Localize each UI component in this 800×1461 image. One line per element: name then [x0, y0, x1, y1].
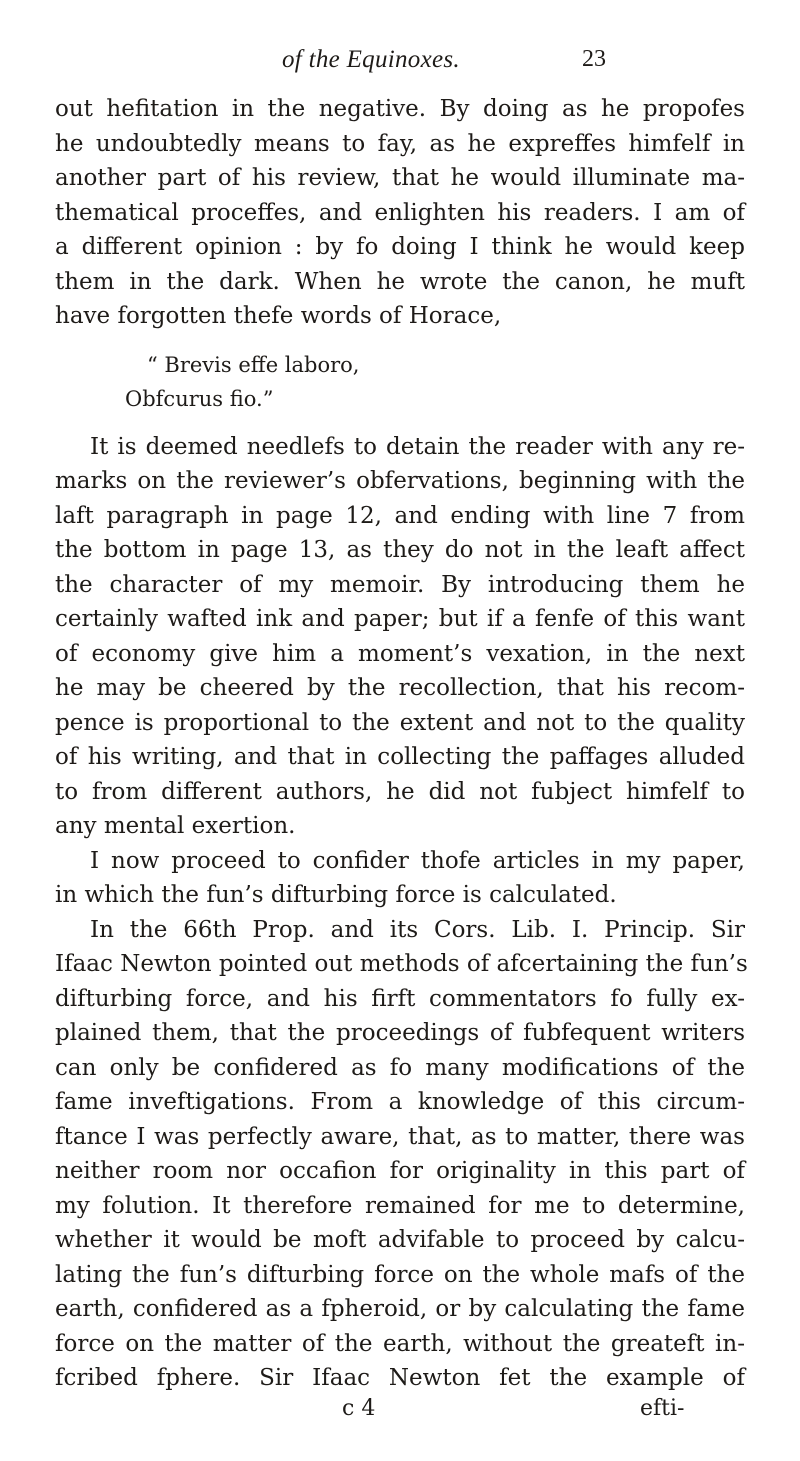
- text-line: them in the dark. When he wrote the canon, he muft: [55, 268, 745, 295]
- text-line: of economy give him a moment’s vexation, in the next: [55, 640, 745, 667]
- text-line: any mental exertion.: [55, 813, 296, 839]
- running-head: [0, 46, 800, 80]
- text-line: another part of his review, that he would illuminate ma-: [55, 165, 745, 191]
- text-line: marks on the reviewer’s obfervations, beginning with the: [55, 468, 745, 494]
- page-number: 23: [582, 46, 606, 72]
- text-line: lating the fun’s difturbing force on the whole mafs of the: [55, 1261, 745, 1288]
- text-line: In the 66th Prop. and its Cors. Lib. I. Princip. Sir: [90, 916, 745, 943]
- text-line: my folution. It therefore remained for me to determine,: [55, 1192, 745, 1219]
- text-line: certainly wafted ink and paper; but if a fenfe of this want: [55, 606, 745, 632]
- running-title: of the Equinoxes.: [282, 46, 460, 73]
- text-line: to from different authors, he did not fubject himfelf to: [55, 778, 745, 805]
- body-text: [55, 92, 748, 1396]
- text-line: force on the matter of the earth, without the greateft in-: [55, 1330, 745, 1357]
- text-line: out hefitation in the negative. By doing as he propofes: [55, 96, 745, 122]
- text-line: ftance I was perfectly aware, that, as to matter, there was: [55, 1123, 745, 1150]
- text-line: pence is proportional to the extent and not to the quality: [55, 709, 745, 736]
- text-line: plained them, that the proceedings of fubfequent writers: [55, 1020, 745, 1046]
- text-line: the character of my memoir. By introducing them he: [55, 571, 745, 598]
- text-line: fcribed fphere. Sir Ifaac Newton fet the example of: [55, 1365, 745, 1391]
- text-line: in which the fun’s difturbing force is calculated.: [55, 882, 617, 908]
- text-line: neither room nor occafion for originality in this part of: [55, 1158, 745, 1184]
- text-line: a different opinion : by fo doing I think he would keep: [55, 234, 745, 260]
- text-line: can only be confidered as fo many modifications of the: [55, 1054, 745, 1081]
- text-line: Ifaac Newton pointed out methods of afcertaining the fun’s: [55, 951, 748, 977]
- quotation-line: Obfcurus fio.”: [125, 386, 274, 411]
- text-line: laft paragraph in page 12, and ending with line 7 from: [55, 502, 745, 529]
- text-line: fame inveftigations. From a knowledge of this circum-: [55, 1089, 745, 1115]
- text-line: of his writing, and that in collecting the paffages alluded: [55, 744, 745, 770]
- text-line: the bottom in page 13, as they do not in the leaft affect: [55, 537, 745, 563]
- page-footer: [0, 1396, 800, 1430]
- text-line: difturbing force, and his firft commentators fo fully ex-: [55, 985, 745, 1012]
- text-line: earth, confidered as a fpheroid, or by calculating the fame: [55, 1296, 745, 1322]
- text-line: It is deemed needlefs to detain the reader with any re-: [90, 433, 745, 460]
- text-line: have forgotten thefe words of Horace,: [55, 303, 502, 329]
- signature-mark: c 4: [342, 1396, 376, 1421]
- text-line: he undoubtedly means to fay, as he expreffes himfelf in: [55, 130, 745, 157]
- catchword: efti-: [640, 1396, 685, 1421]
- quotation-line: “ Brevis effe laboro,: [147, 352, 360, 377]
- text-line: I now proceed to confider thofe articles in my paper,: [90, 847, 745, 874]
- text-line: whether it would be moft advifable to proceed by calcu-: [55, 1227, 745, 1253]
- text-line: he may be cheered by the recollection, that his recom-: [55, 675, 745, 701]
- text-line: thematical proceffes, and enlighten his readers. I am of: [55, 199, 745, 226]
